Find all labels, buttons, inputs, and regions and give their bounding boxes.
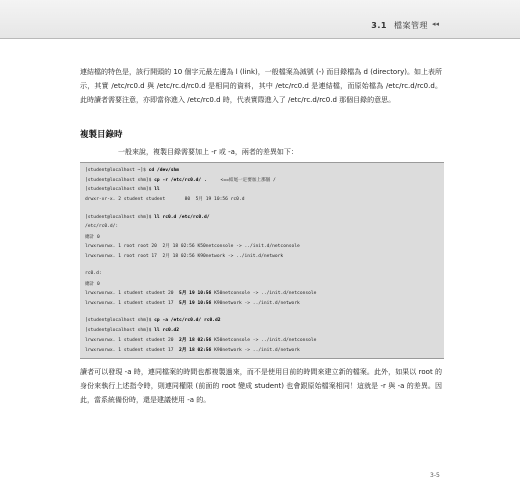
code-line: [85, 300, 300, 306]
code-plain: /etc/rc0.d/:: [85, 224, 119, 230]
code-plain: rc0.d:: [85, 271, 102, 277]
page-number: 3-5: [430, 472, 440, 479]
code-plain: [student@localhost ~]$: [85, 168, 149, 173]
code-plain: [student@localhost shm]$: [85, 327, 155, 333]
code-line: [85, 196, 244, 202]
code-plain: [student@localhost shm]$: [85, 215, 155, 220]
code-rest: K90network -> ../init.d/network: [211, 300, 300, 306]
paragraph-link-explanation: 連結檔的特色是，該行開頭的 10 個字元最左邊為 l (link)，一般檔案為減號 (-) 而目錄檔為 d (directory)。如上表所示，其實 /etc/rc0.d 與 /etc/rc.d/rc0.d 是相同的資料，其中 /etc/rc0.d 是連結檔，而原始檔為 /etc/rc.d/rc0.d。此時讀者需要注意，亦即當你進入 /etc/rc0.d 時，代表實際進入了 /etc/rc.d/rc0.d 那個目錄的意思。: [80, 68, 442, 105]
header-band: [0, 0, 520, 38]
code-plain: [student@localhost shm]$: [85, 178, 155, 184]
code-plain: lrwxrwxrwx. 1 root root 20 2月 18 02:56 K50netconsole -> ../init.d/netconsole: [85, 244, 300, 250]
code-line: [85, 215, 209, 220]
code-plain: 總計 0: [85, 234, 100, 240]
code-command: 5月 19 10:56: [179, 291, 212, 297]
running-header: [371, 20, 428, 31]
code-line: [85, 271, 102, 276]
code-plain: lrwxrwxrwx. 1 student student 17: [85, 347, 180, 353]
code-line: [85, 168, 179, 173]
code-command: cd /dev/shm: [148, 168, 180, 173]
code-line: [85, 318, 221, 323]
code-plain: lrwxrwxrwx. 1 root root 17 2月 18 02:56 K90network -> ../init.d/network: [85, 253, 284, 259]
code-line: [85, 290, 316, 296]
section-subhead: 複製目錄時: [80, 130, 123, 140]
paragraph-copy-difference: 讀者可以發現 -a 時，連同檔案的時間也都複製過來，而不是使用目前的時間來建立新的檔案。此外，如果以 root 的身份來執行上述指令時，則連同權限 (前面的 root 變成 student) 也會跟原始檔案相同！這就是 -r 與 -a 的差異。因此，當系統備份時，還是建議使用 -a 的。: [80, 368, 442, 405]
code-command: cp -a /etc/rc0.d/ rc0.d2: [154, 318, 221, 324]
code-block: [80, 162, 444, 359]
code-plain: lrwxrwxrwx. 1 student student 17: [85, 300, 180, 306]
code-line: [85, 281, 100, 287]
section-title: 檔案管理: [394, 21, 428, 30]
code-line: [85, 224, 118, 229]
code-rest: K90network -> ../init.d/network: [211, 347, 300, 353]
section-number: 3.1: [371, 21, 387, 30]
code-command: ll rc0.d2: [154, 327, 180, 333]
code-line: [85, 243, 300, 249]
code-rest: <==結尾一定要加上那個 /: [206, 178, 276, 184]
intro-text: 一般來說，複製目錄需要加上 -r 或 -a，兩者的差異如下：: [118, 148, 298, 156]
code-command: 2月 18 02:56: [179, 338, 212, 344]
code-command: ll rc0.d /etc/rc0.d/: [154, 215, 210, 220]
code-plain: 總計 0: [85, 281, 100, 287]
code-command: ll: [154, 186, 160, 192]
code-rest: K50netconsole -> ../init.d/netconsole: [211, 338, 317, 344]
code-command: 2月 18 02:56: [179, 347, 212, 353]
code-line: [85, 234, 100, 240]
header-arrow-mark-icon: ◂◂: [432, 20, 440, 28]
code-plain: [student@localhost shm]$: [85, 186, 155, 192]
code-line: [85, 253, 283, 259]
code-plain: [student@localhost shm]$: [85, 318, 155, 324]
page-header: [0, 0, 520, 38]
code-line: [85, 187, 160, 192]
code-rest: K50netconsole -> ../init.d/netconsole: [211, 291, 317, 297]
code-line: [85, 347, 300, 353]
code-command: cp -r /etc/rc0.d/ .: [154, 178, 207, 184]
code-line: [85, 177, 276, 183]
code-plain: lrwxrwxrwx. 1 student student 20: [85, 291, 180, 297]
code-plain: lrwxrwxrwx. 1 student student 20: [85, 338, 180, 344]
code-line: [85, 328, 179, 333]
code-plain: drwxr-xr-x. 2 student student 80 5月 19 10:56 rc0.d: [85, 197, 245, 203]
code-command: 5月 19 10:56: [179, 300, 212, 306]
header-rule: [0, 38, 520, 39]
code-line: [85, 337, 316, 343]
